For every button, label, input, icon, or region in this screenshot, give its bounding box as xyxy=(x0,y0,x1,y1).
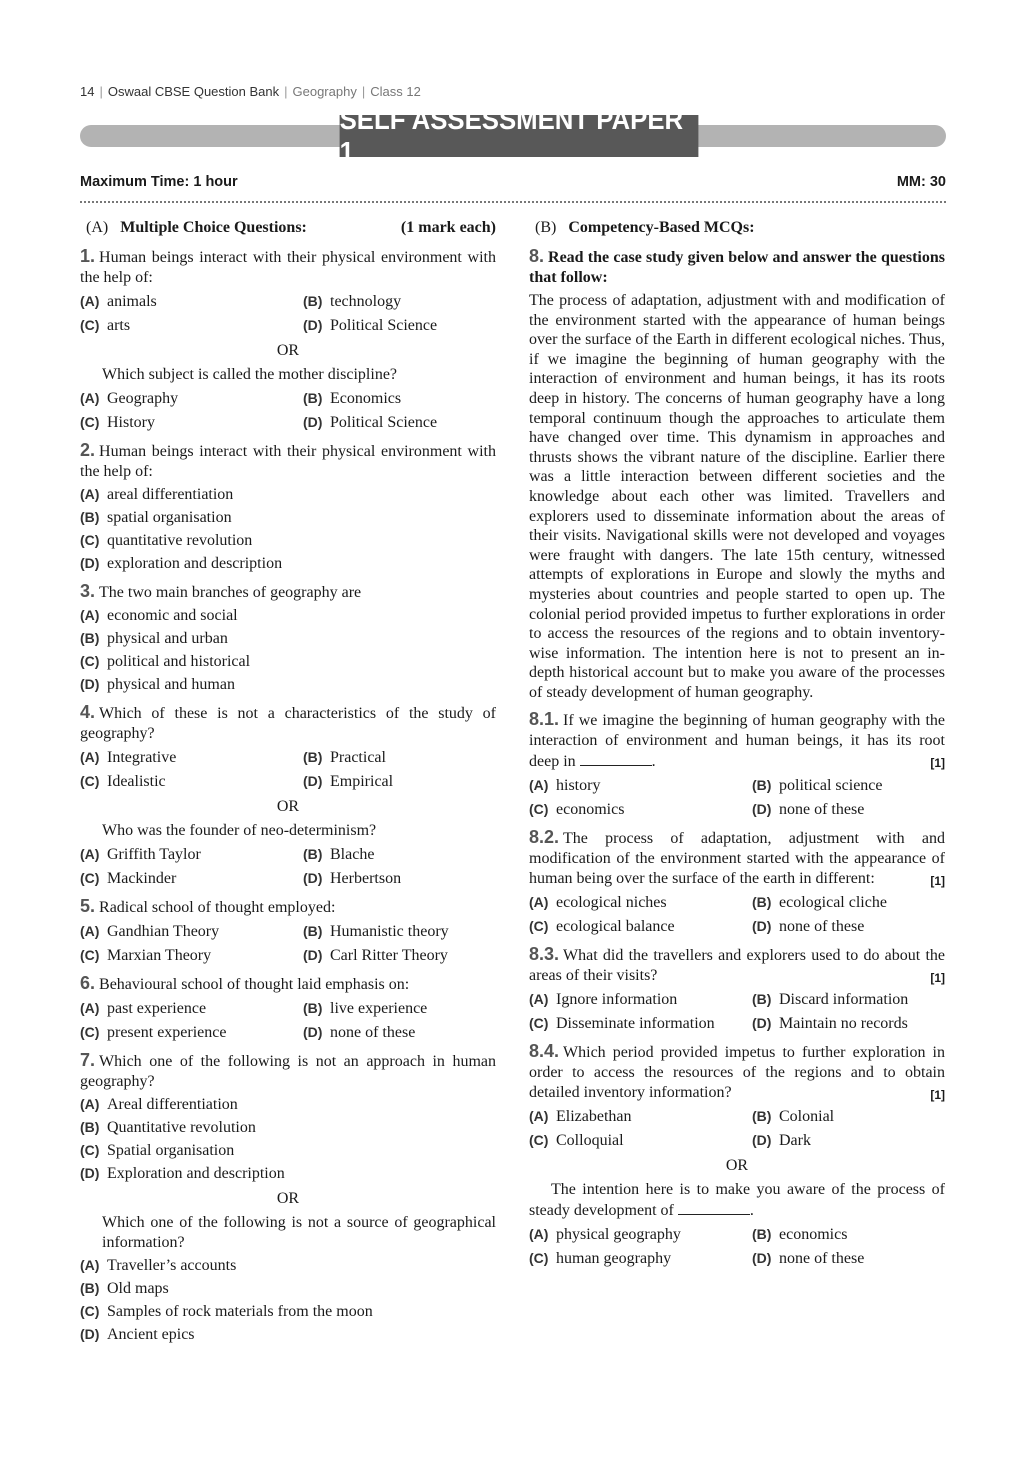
option-a[interactable]: (A) Areal differentiation xyxy=(80,1096,238,1113)
q1-options xyxy=(80,291,496,336)
option-d[interactable]: (D) exploration and description xyxy=(80,555,283,572)
q2-options xyxy=(80,484,496,574)
option-a[interactable]: (A) Geography xyxy=(80,390,179,407)
option-a[interactable]: (A) history xyxy=(529,777,601,795)
question-8-4 xyxy=(529,1041,945,1103)
question-text: Behavioural school of thought laid emphasis on: xyxy=(99,976,410,993)
or-separator: OR xyxy=(276,342,300,359)
option-c[interactable]: (C) present experience xyxy=(80,1024,227,1041)
question-text: Which period provided impetus to further exploration in order to access the resources of the regions and to obtain detailed inventory information? xyxy=(529,1044,945,1102)
option-b[interactable]: (B) live experience xyxy=(303,1000,428,1017)
option-a[interactable]: (A) areal differentiation xyxy=(80,486,234,503)
question-text: The two main branches of geography are xyxy=(99,584,362,601)
subject-name: Geography xyxy=(292,84,357,99)
question-text: If we imagine the beginning of human geography with the interaction of environment and human beings, it has its root deep in xyxy=(529,712,945,771)
question-text: What did the travellers and explorers used to do about the areas of their visits? xyxy=(529,947,945,985)
option-b[interactable]: (B) spatial organisation xyxy=(80,509,232,526)
marks-label: [1] xyxy=(930,1088,945,1103)
section-a-marks: (1 mark each) xyxy=(400,219,496,236)
question-8-4-alt: The intention here is to make you aware of the process of steady development of . xyxy=(529,1181,945,1220)
question-text: Which one of the following is not an approach in human geography? xyxy=(80,1053,496,1090)
question-4 xyxy=(80,702,496,744)
option-a[interactable]: (A) physical geography xyxy=(529,1226,681,1244)
option-a[interactable]: (A) past experience xyxy=(80,1000,207,1017)
question-number: 8. xyxy=(529,246,545,266)
or-separator: OR xyxy=(276,1190,300,1207)
q8-1-options xyxy=(529,775,945,820)
question-2 xyxy=(80,440,496,482)
question-text: Radical school of thought employed: xyxy=(99,899,336,916)
section-b-label: (B) xyxy=(535,219,557,236)
option-d[interactable]: (D) none of these xyxy=(752,801,865,819)
option-c[interactable]: (C) Colloquial xyxy=(529,1132,624,1150)
question-number: 1. xyxy=(80,246,96,266)
question-8-2 xyxy=(529,827,945,889)
question-text: Which of these is not a characteristics of the study of geography? xyxy=(80,705,496,742)
option-a[interactable]: (A) Ignore information xyxy=(529,991,678,1009)
option-c[interactable]: (C) Mackinder xyxy=(80,870,177,887)
section-a-title: Multiple Choice Questions: xyxy=(120,219,307,236)
or-separator: OR xyxy=(276,798,300,815)
question-number: 8.1. xyxy=(529,709,560,730)
option-b[interactable]: (B) Old maps xyxy=(80,1280,169,1297)
question-1-alt: Which subject is called the mother discipline? xyxy=(102,366,398,383)
option-a[interactable]: (A) Gandhian Theory xyxy=(80,923,220,940)
answer-blank xyxy=(580,751,652,766)
option-d[interactable]: (D) Carl Ritter Theory xyxy=(303,947,448,964)
question-8-1: 8.1. If we imagine the beginning of human geography with the interaction of environment and human beings, it has its root deep in . [1] xyxy=(529,709,945,772)
q1-alt-options xyxy=(80,388,496,433)
question-7-alt: Which one of the following is not a source of geographical information? xyxy=(102,1214,496,1251)
option-d[interactable]: (D) physical and human xyxy=(80,676,235,693)
option-b[interactable]: (B) economics xyxy=(752,1226,848,1244)
dotted-divider xyxy=(80,201,946,203)
option-c[interactable]: (C) quantitative revolution xyxy=(80,532,253,549)
question-number: 5. xyxy=(80,896,96,916)
option-b[interactable]: (B) Economics xyxy=(303,390,402,407)
running-header: 14 | Oswaal CBSE Question Bank | Geography | Class 12 xyxy=(80,84,421,99)
option-d[interactable]: (D) none of these xyxy=(752,918,865,936)
question-4-alt: Who was the founder of neo-determinism? xyxy=(102,822,377,839)
option-a[interactable]: (A) Integrative xyxy=(80,749,177,766)
q8-3-options xyxy=(529,989,945,1034)
option-b[interactable]: (B) Practical xyxy=(303,749,386,766)
option-d[interactable]: (D) Dark xyxy=(752,1132,811,1150)
option-d[interactable]: (D) Political Science xyxy=(303,317,438,334)
question-text: Human beings interact with their physical environment with the help of: xyxy=(80,249,496,286)
option-d[interactable]: (D) none of these xyxy=(303,1024,416,1041)
option-c[interactable]: (C) Disseminate information xyxy=(529,1015,715,1033)
section-b-column xyxy=(529,218,945,1269)
option-d[interactable]: (D) none of these xyxy=(752,1250,865,1268)
option-b[interactable]: (B) physical and urban xyxy=(80,630,228,647)
marks-label: [1] xyxy=(930,756,945,771)
section-a-label: (A) xyxy=(86,219,109,236)
option-d[interactable]: (D) Ancient epics xyxy=(80,1326,195,1343)
question-number: 6. xyxy=(80,973,96,993)
option-c[interactable]: (C) economics xyxy=(529,801,625,819)
question-number: 8.2. xyxy=(529,827,560,848)
option-d[interactable]: (D) Exploration and description xyxy=(80,1165,285,1182)
q7-alt-options xyxy=(80,1255,496,1345)
q4-alt-options xyxy=(80,844,496,889)
answer-blank xyxy=(678,1200,750,1215)
marks-label: [1] xyxy=(930,874,945,889)
q8-4-alt-options xyxy=(529,1224,945,1269)
question-7 xyxy=(80,1050,496,1092)
option-d[interactable]: (D) Empirical xyxy=(303,773,394,790)
q3-options xyxy=(80,605,496,695)
section-a-heading xyxy=(86,218,496,238)
question-3 xyxy=(80,581,496,603)
question-text: The process of adaptation, adjustment with and modification of the environment started with the appearance of human being over the surface of the earth in different: xyxy=(529,830,945,888)
option-b[interactable]: (B) Colonial xyxy=(752,1108,835,1126)
option-a[interactable]: (A) ecological niches xyxy=(529,894,667,912)
question-number: 8.3. xyxy=(529,944,560,965)
option-d[interactable]: (D) Maintain no records xyxy=(752,1015,908,1033)
case-study-instruction: Read the case study given below and answer the questions that follow: xyxy=(529,249,945,286)
option-b[interactable]: (B) political science xyxy=(752,777,883,795)
question-8-3 xyxy=(529,944,945,986)
option-b[interactable]: (B) Quantitative revolution xyxy=(80,1119,256,1136)
option-b[interactable]: (B) Humanistic theory xyxy=(303,923,449,940)
question-number: 8.4. xyxy=(529,1041,560,1062)
option-a[interactable]: (A) Traveller’s accounts xyxy=(80,1257,237,1274)
option-b[interactable]: (B) technology xyxy=(303,293,402,310)
option-a[interactable]: (A) economic and social xyxy=(80,607,238,624)
option-c[interactable]: (C) arts xyxy=(80,317,131,334)
question-number: 3. xyxy=(80,581,96,601)
q7-options xyxy=(80,1094,496,1184)
section-b-title: Competency-Based MCQs: xyxy=(568,219,755,236)
question-5 xyxy=(80,896,496,918)
page-number: 14 xyxy=(80,84,95,99)
max-time: Maximum Time: 1 hour xyxy=(80,174,238,190)
question-number: 4. xyxy=(80,702,96,722)
option-c[interactable]: (C) political and historical xyxy=(80,653,251,670)
question-number: 7. xyxy=(80,1050,96,1070)
class-name: Class 12 xyxy=(370,84,421,99)
question-number: 2. xyxy=(80,440,96,460)
option-c[interactable]: (C) Marxian Theory xyxy=(80,947,212,964)
book-title: Oswaal CBSE Question Bank xyxy=(107,84,280,99)
q8-2-options xyxy=(529,892,945,937)
option-a[interactable]: (A) Griffith Taylor xyxy=(80,846,201,863)
q4-options xyxy=(80,747,496,792)
question-6 xyxy=(80,973,496,995)
case-study-passage: The process of adaptation, adjustment with and modification of the environment started with the appearance of human beings over the surface of the Earth in different ecological niches. Thus, if we imagine the beginning of human geography with the interaction of environment and human beings, it has its roots deep in history. The concerns of human geography have a long temporal continuum though the approaches to articulate them have changed over time. This dynamism in approaches and thrusts shows the vibrant nature of the discipline. Earlier there was a little interaction between different societies and the knowledge about each other was limited. Travellers and explorers used to disseminate information about the areas of their visits. Navigational skills were not developed and voyages were fraught with dangers. The late 15th century, witnessed attempts of explorations in Europe and slowly the myths and mysteries about countries and people started to open up. The colonial period provided impetus to further explorations in order to access the resources of the regions and to obtain inventory-wise information. The intention here is not to present an in-depth historical account but to make you aware of the processes of steady development of human geography. xyxy=(529,292,945,701)
max-marks: MM: 30 xyxy=(896,174,946,190)
option-c[interactable]: (C) human geography xyxy=(529,1250,672,1268)
section-b-heading xyxy=(535,218,945,238)
option-c[interactable]: (C) Samples of rock materials from the moon xyxy=(80,1303,373,1320)
option-a[interactable]: (A) animals xyxy=(80,293,157,310)
option-c[interactable]: (C) History xyxy=(80,414,155,431)
marks-label: [1] xyxy=(930,971,945,986)
q5-options xyxy=(80,921,496,966)
option-d[interactable]: (D) Political Science xyxy=(303,414,438,431)
option-c[interactable]: (C) Spatial organisation xyxy=(80,1142,235,1159)
option-b[interactable]: (B) Blache xyxy=(303,846,375,863)
option-c[interactable]: (C) ecological balance xyxy=(529,918,675,936)
option-b[interactable]: (B) Discard information xyxy=(752,991,909,1009)
option-a[interactable]: (A) Elizabethan xyxy=(529,1108,632,1126)
q8-4-options xyxy=(529,1106,945,1151)
section-a-column xyxy=(80,218,496,1345)
question-8 xyxy=(529,246,945,288)
question-text: Human beings interact with their physical environment with the help of: xyxy=(80,443,496,480)
q6-options xyxy=(80,998,496,1043)
option-c[interactable]: (C) Idealistic xyxy=(80,773,166,790)
paper-title: SELF ASSESSMENT PAPER 1 xyxy=(340,115,699,157)
question-1 xyxy=(80,246,496,288)
or-separator: OR xyxy=(725,1157,749,1175)
option-d[interactable]: (D) Herbertson xyxy=(303,870,402,887)
option-b[interactable]: (B) ecological cliche xyxy=(752,894,887,912)
